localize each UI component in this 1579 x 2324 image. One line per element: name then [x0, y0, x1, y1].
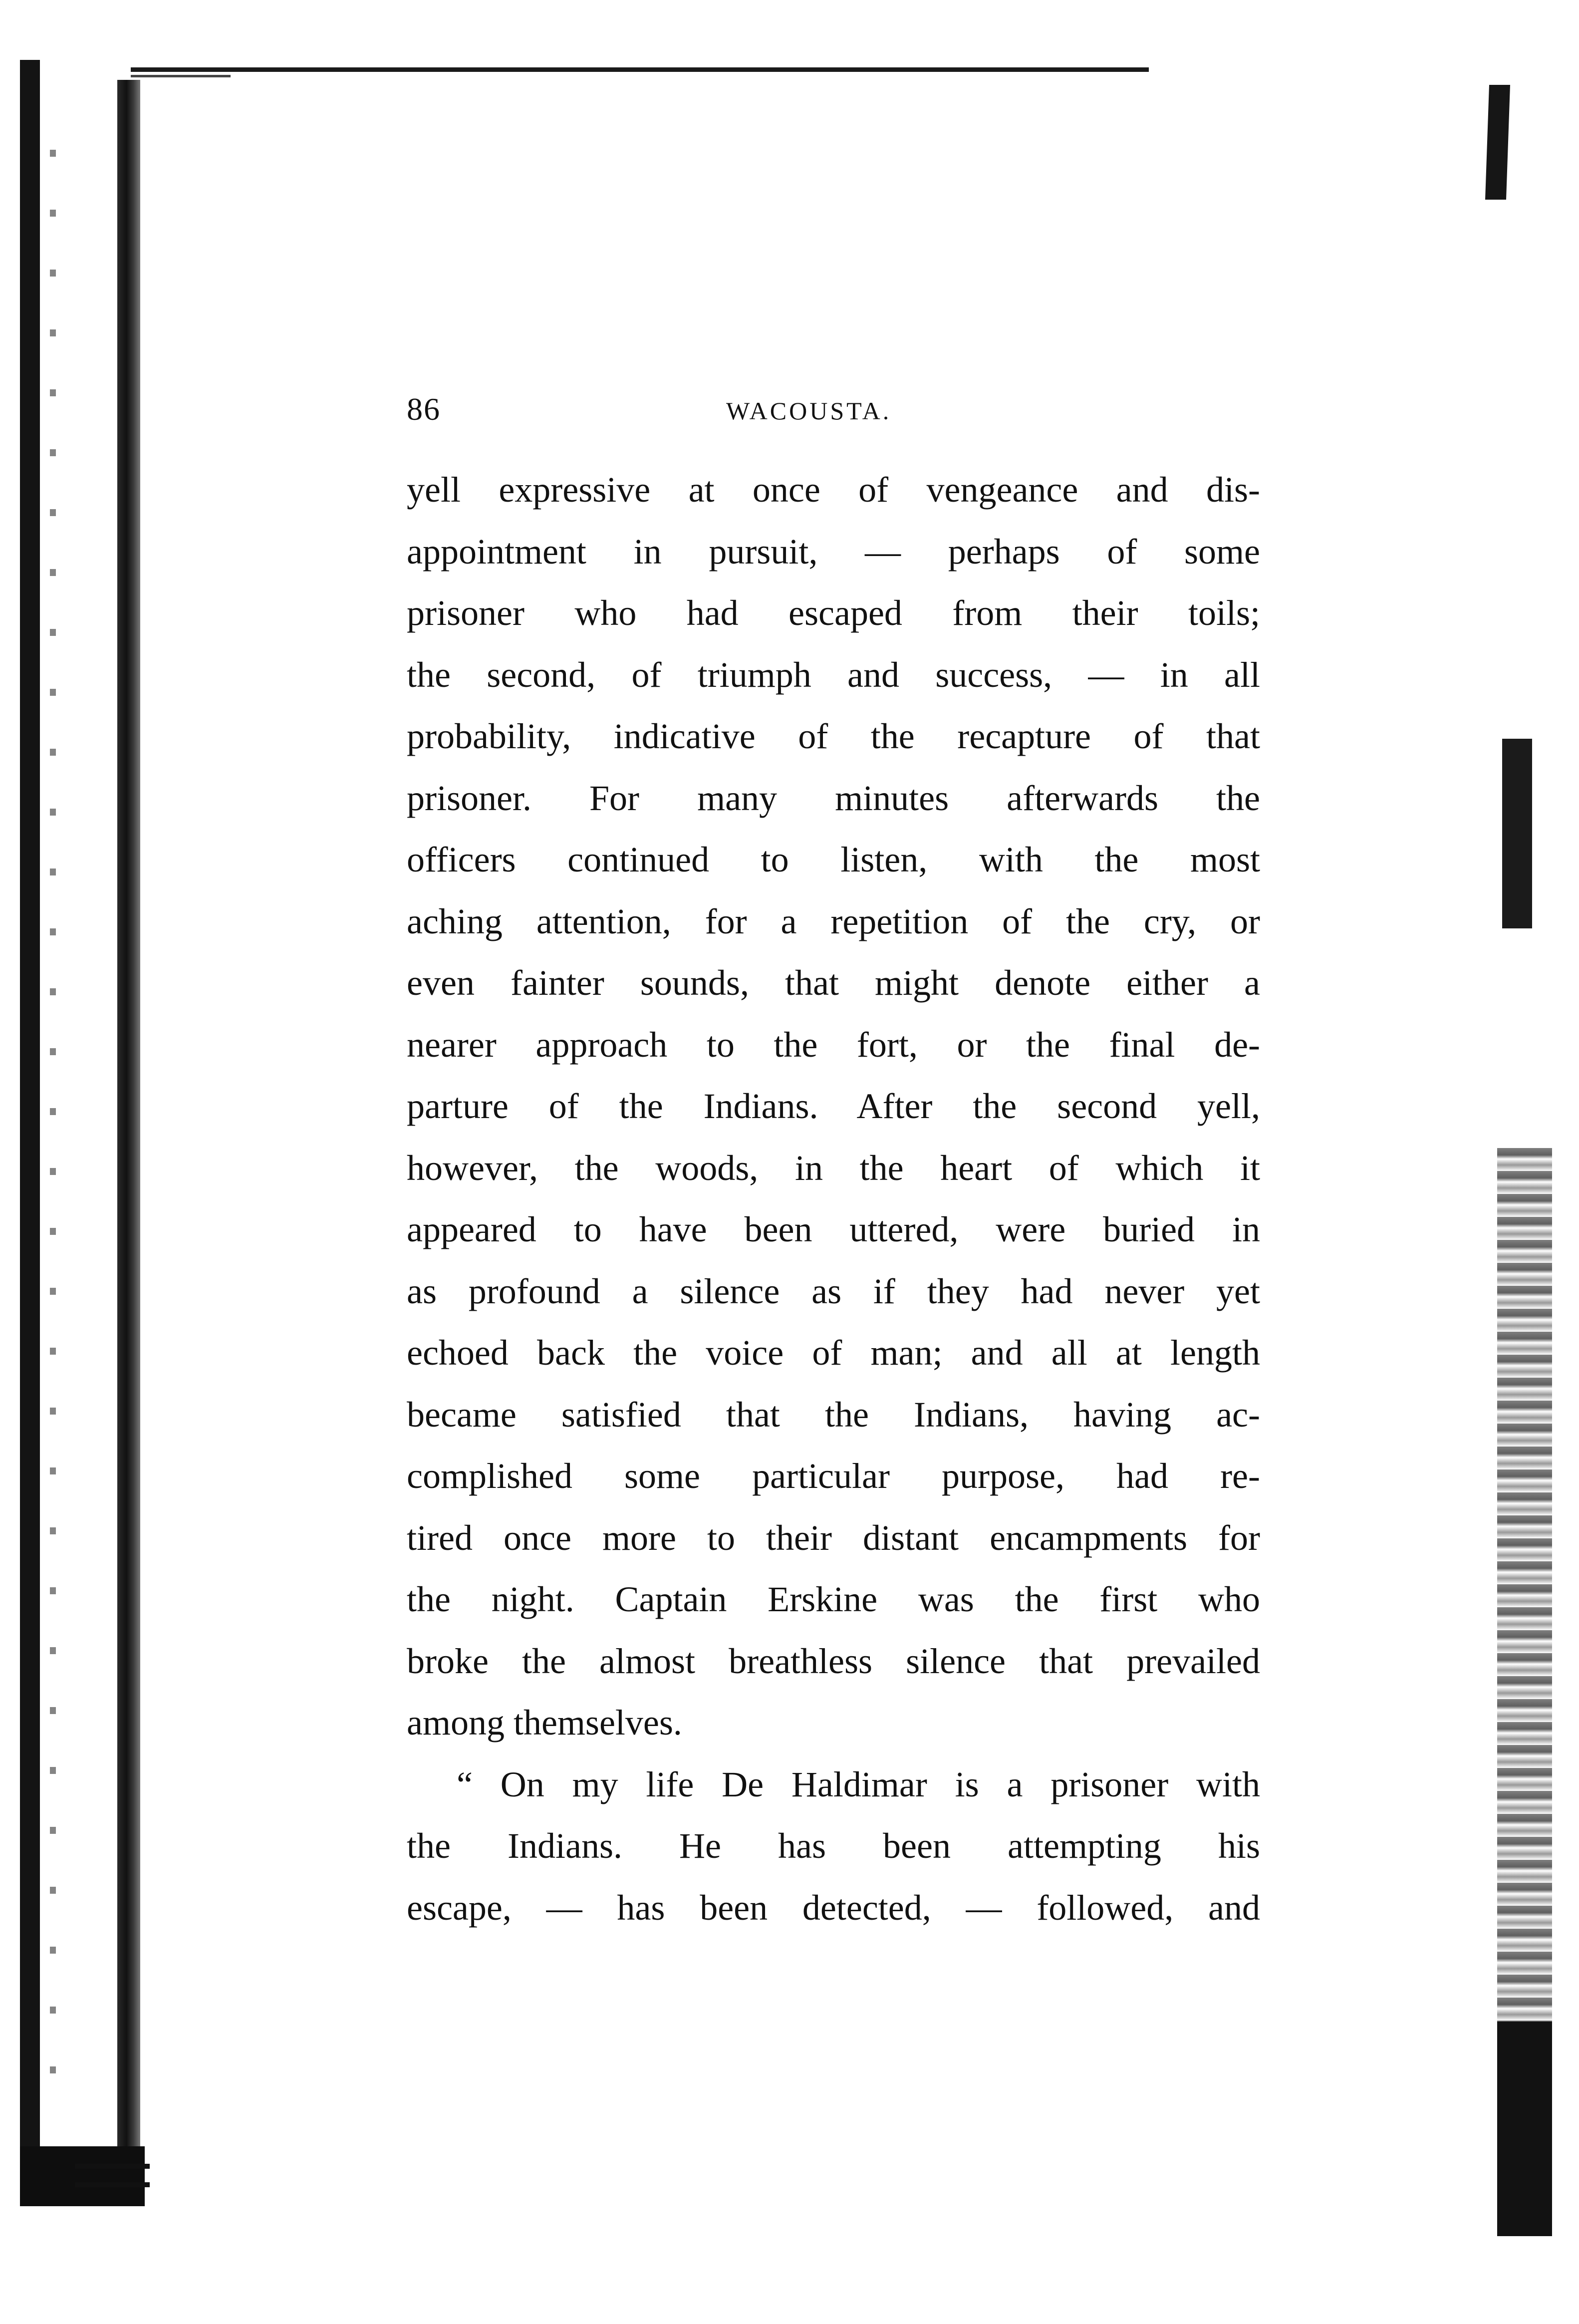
text-line: broke the almost breathless silence that prevailed: [407, 1641, 1260, 1681]
paragraph-2: [407, 1754, 1260, 1939]
binding-foot-block: [20, 2146, 145, 2206]
scan-mark-right-top: [1485, 85, 1510, 200]
scan-speckle-left: [50, 150, 56, 2096]
text-line: aching attention, for a repetition of the cry, or: [407, 901, 1260, 941]
text-line: yell expressive at once of vengeance and dis-: [407, 470, 1260, 510]
text-line: echoed back the voice of man; and all at length: [407, 1333, 1260, 1373]
text-line: appointment in pursuit, — perhaps of some: [407, 531, 1260, 572]
text-line: the Indians. He has been attempting his: [407, 1826, 1260, 1866]
top-edge-rule: [131, 67, 1149, 72]
text-line: the night. Captain Erskine was the first who: [407, 1579, 1260, 1619]
text-line: probability, indicative of the recapture of that: [407, 716, 1260, 756]
binding-foot-line: [75, 2182, 150, 2187]
text-line: became satisfied that the Indians, having ac-: [407, 1394, 1260, 1435]
text-line: parture of the Indians. After the second yell,: [407, 1086, 1260, 1126]
scan-mark-right-middle: [1502, 739, 1532, 928]
page-text-block: [407, 389, 1260, 1939]
text-line: prisoner who had escaped from their toils;: [407, 593, 1260, 633]
text-line: prisoner. For many minutes afterwards the: [407, 778, 1260, 818]
top-edge-rule-fragment: [131, 75, 231, 77]
text-line: however, the woods, in the heart of which it: [407, 1148, 1260, 1188]
running-head: [407, 389, 1260, 459]
text-line: “ On my life De Haldimar is a prisoner with: [457, 1764, 1260, 1804]
text-line: even fainter sounds, that might denote either a: [407, 963, 1260, 1003]
text-line: as profound a silence as if they had never yet: [407, 1271, 1260, 1311]
scan-mark-right-bottom: [1497, 2022, 1552, 2236]
binding-foot-line: [75, 2164, 150, 2169]
page-number: 86: [407, 391, 441, 427]
text-line: nearer approach to the fort, or the final de-: [407, 1024, 1260, 1065]
text-line: among themselves.: [407, 1703, 682, 1743]
text-line: complished some particular purpose, had re-: [407, 1456, 1260, 1496]
running-title: WACOUSTA.: [726, 397, 892, 425]
text-line: the second, of triumph and success, — in all: [407, 654, 1260, 695]
text-line: tired once more to their distant encampments for: [407, 1517, 1260, 1558]
binding-shadow-left: [117, 80, 140, 2191]
text-line: escape, — has been detected, — followed, and: [407, 1887, 1260, 1928]
text-line: officers continued to listen, with the most: [407, 840, 1260, 879]
paragraph-1: [407, 459, 1260, 1754]
text-line: appeared to have been uttered, were buried in: [407, 1209, 1260, 1249]
binding-edge-left: [20, 60, 40, 2186]
